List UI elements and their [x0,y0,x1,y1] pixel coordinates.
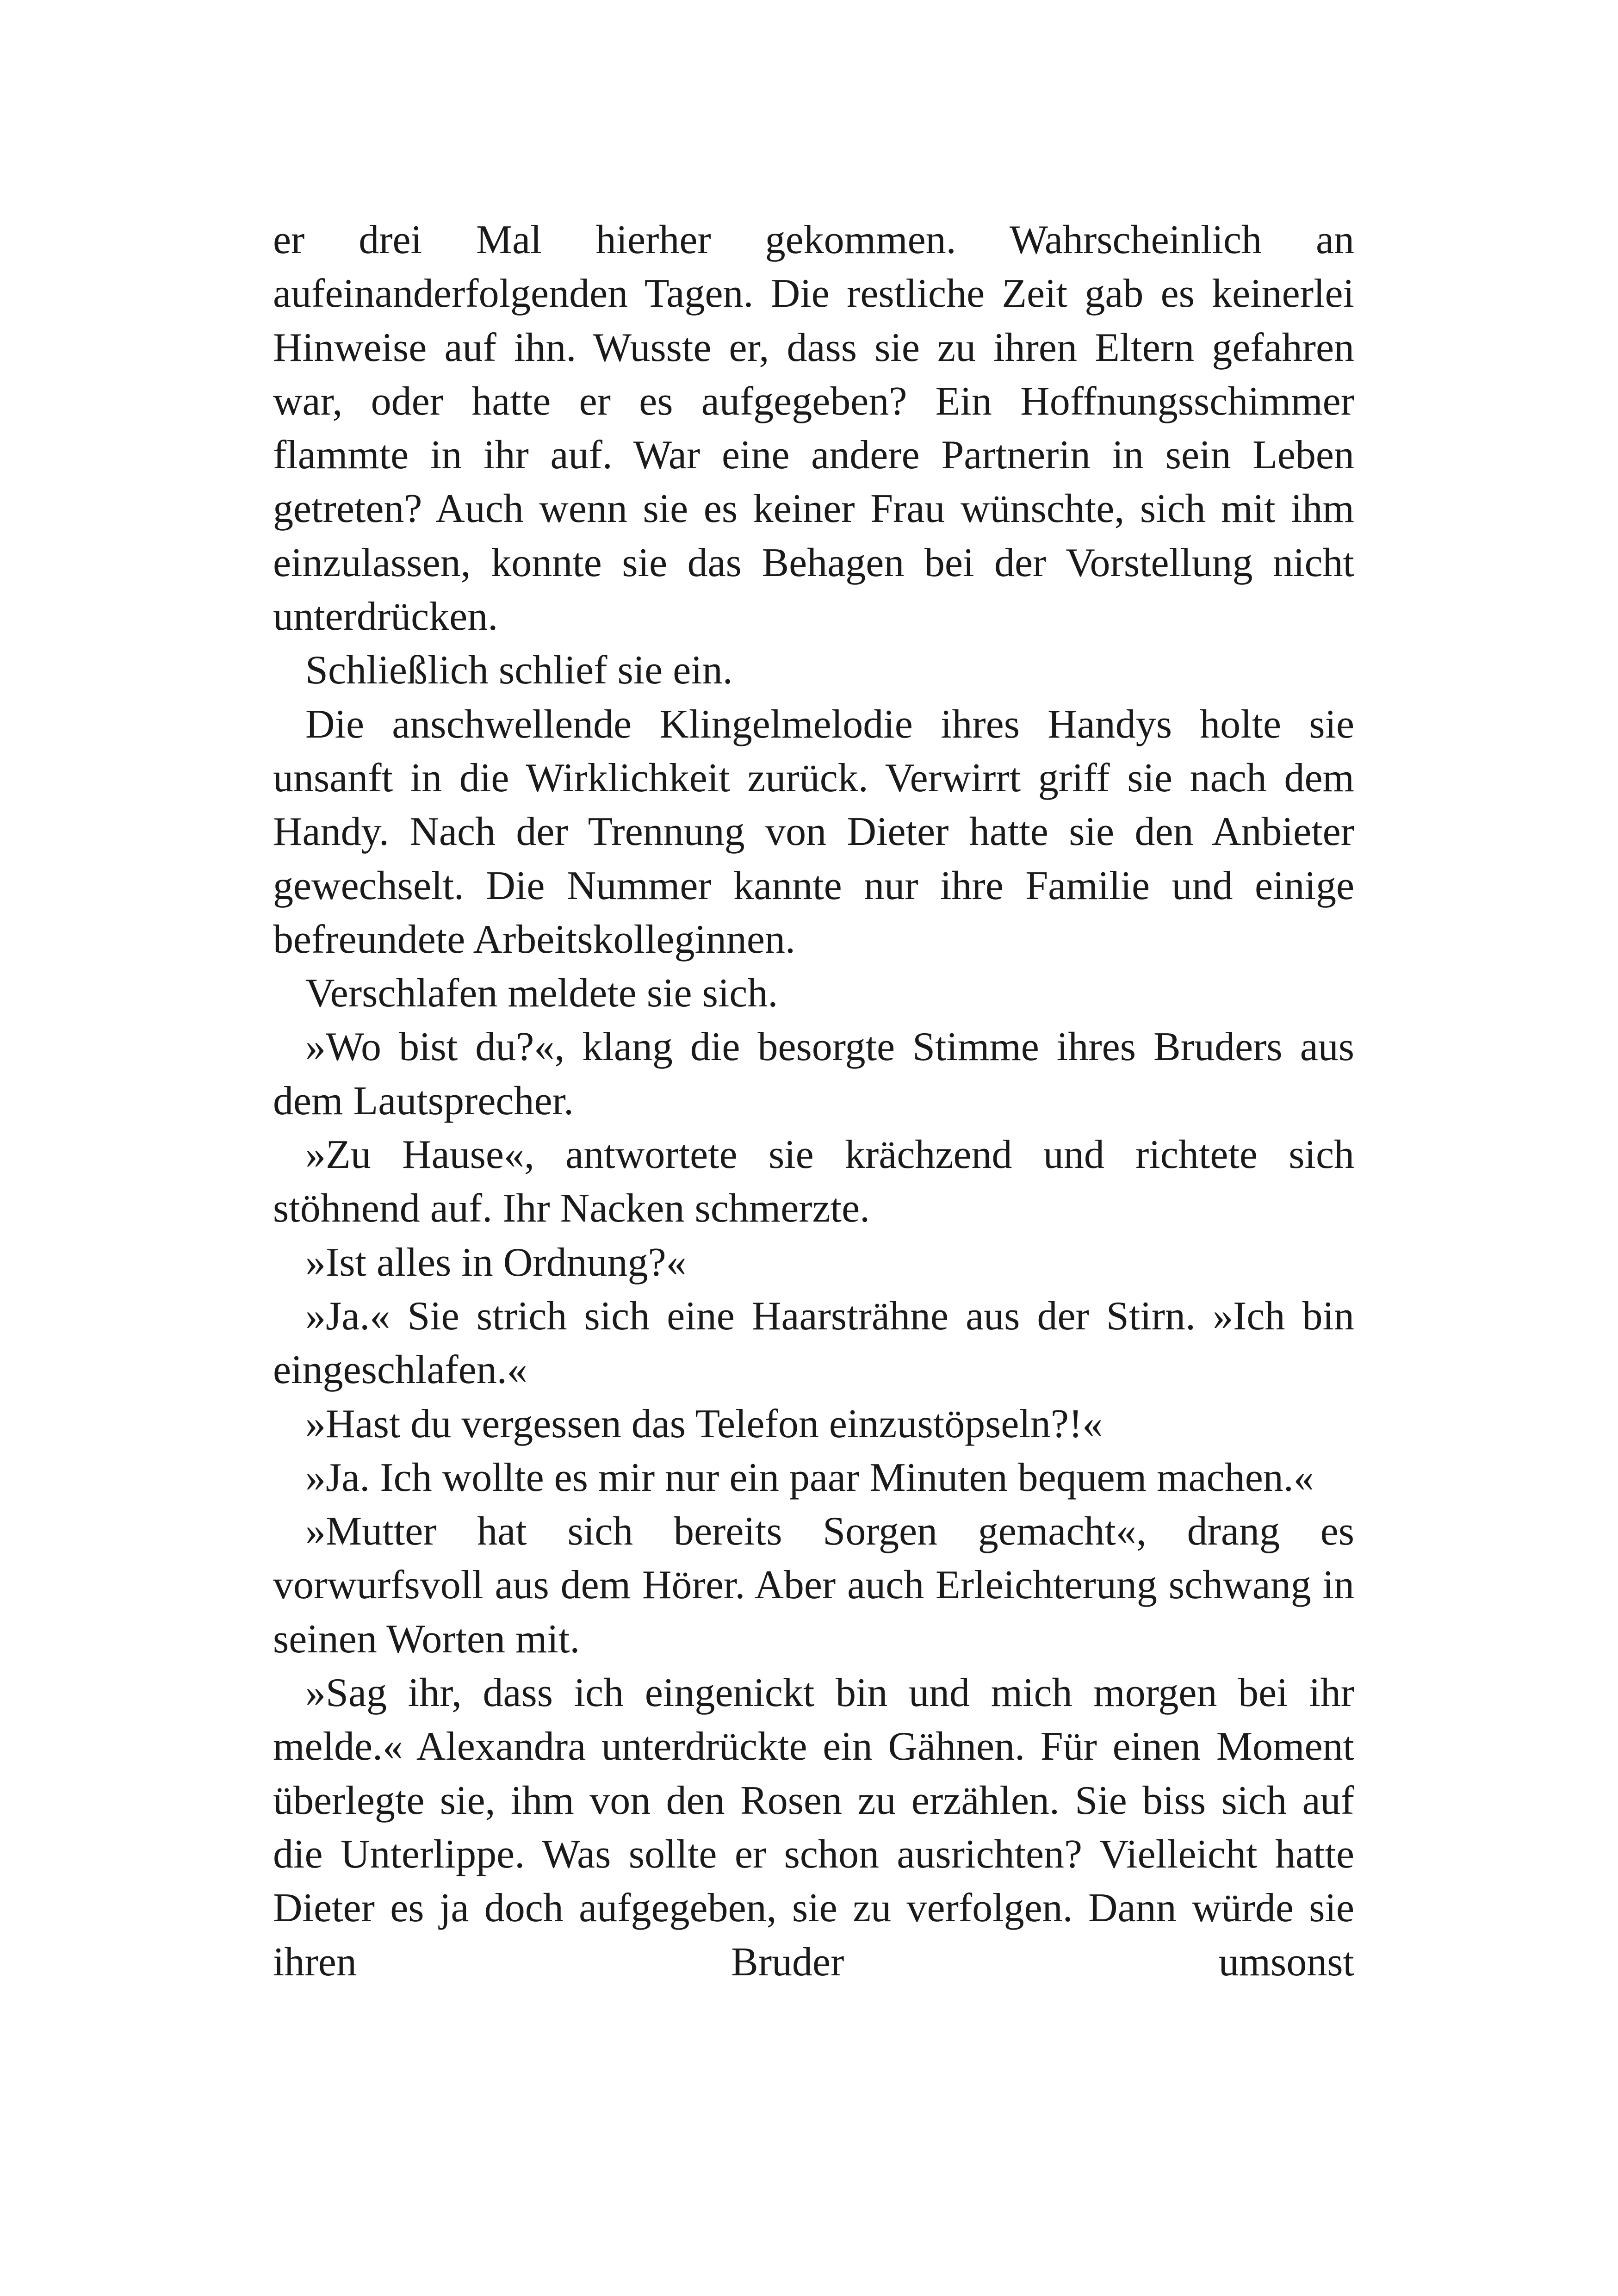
dialogue-paragraph: »Ja.« Sie strich sich eine Haarsträhne aus der Stirn. »Ich bin eingeschlafen.« [273,1293,1354,1393]
paragraph: Verschlafen meldete sie sich. [305,971,778,1016]
paragraph: Die anschwellende Klingelmelodie ihres Handys holte sie unsanft in die Wirklichkeit zurück. Verwirrt griff sie nach dem Handy. Nach der Trennung von Dieter hatte sie den Anbieter gewechselt. Die Nummer kannte nur ihre Familie und einige befreundete Arbeitskolleginnen. [273,701,1354,962]
dialogue-paragraph: »Mutter hat sich bereits Sorgen gemacht«, drang es vorwurfsvoll aus dem Hörer. Aber auch Erleichterung schwang in seinen Worten mit. [273,1509,1354,1662]
dialogue-paragraph: »Wo bist du?«, klang die besorgte Stimme ihres Bruders aus dem Lautsprecher. [273,1024,1354,1123]
dialogue-paragraph: »Ist alles in Ordnung?« [305,1240,687,1285]
dialogue-paragraph: »Hast du vergessen das Telefon einzustöpseln?!« [305,1401,1103,1446]
dialogue-paragraph: »Ja. Ich wollte es mir nur ein paar Minuten bequem machen.« [305,1455,1314,1500]
paragraph: Schließlich schlief sie ein. [305,648,733,693]
paragraph-continued: er drei Mal hierher gekommen. Wahrscheinlich an aufeinanderfolgenden Tagen. Die restliche Zeit gab es keinerlei Hinweise auf ihn. Wusste er, dass sie zu ihren Eltern gefahren war, oder hatte er es aufgegeben? Ein Hoffnungsschimmer flammte in ihr auf. War eine andere Partnerin in sein Leben getreten? Auch wenn sie es keiner Frau wünschte, sich mit ihm einzulassen, konnte sie das Behagen bei der Vorstellung nicht unterdrücken. [273,217,1354,639]
body-text [273,213,1354,1989]
dialogue-paragraph: »Zu Hause«, antwortete sie krächzend und richtete sich stöhnend auf. Ihr Nacken schmerzte. [273,1132,1354,1231]
dialogue-paragraph-continues: »Sag ihr, dass ich eingenickt bin und mich morgen bei ihr melde.« Alexandra unterdrückte ein Gähnen. Für einen Moment überlegte sie, ihm von den Rosen zu erzählen. Sie biss sich auf die Unterlippe. Was sollte er schon ausrichten? Vielleicht hatte Dieter es ja doch aufgegeben, sie zu verfolgen. Dann würde sie ihren Bruder umsonst [273,1670,1354,1985]
